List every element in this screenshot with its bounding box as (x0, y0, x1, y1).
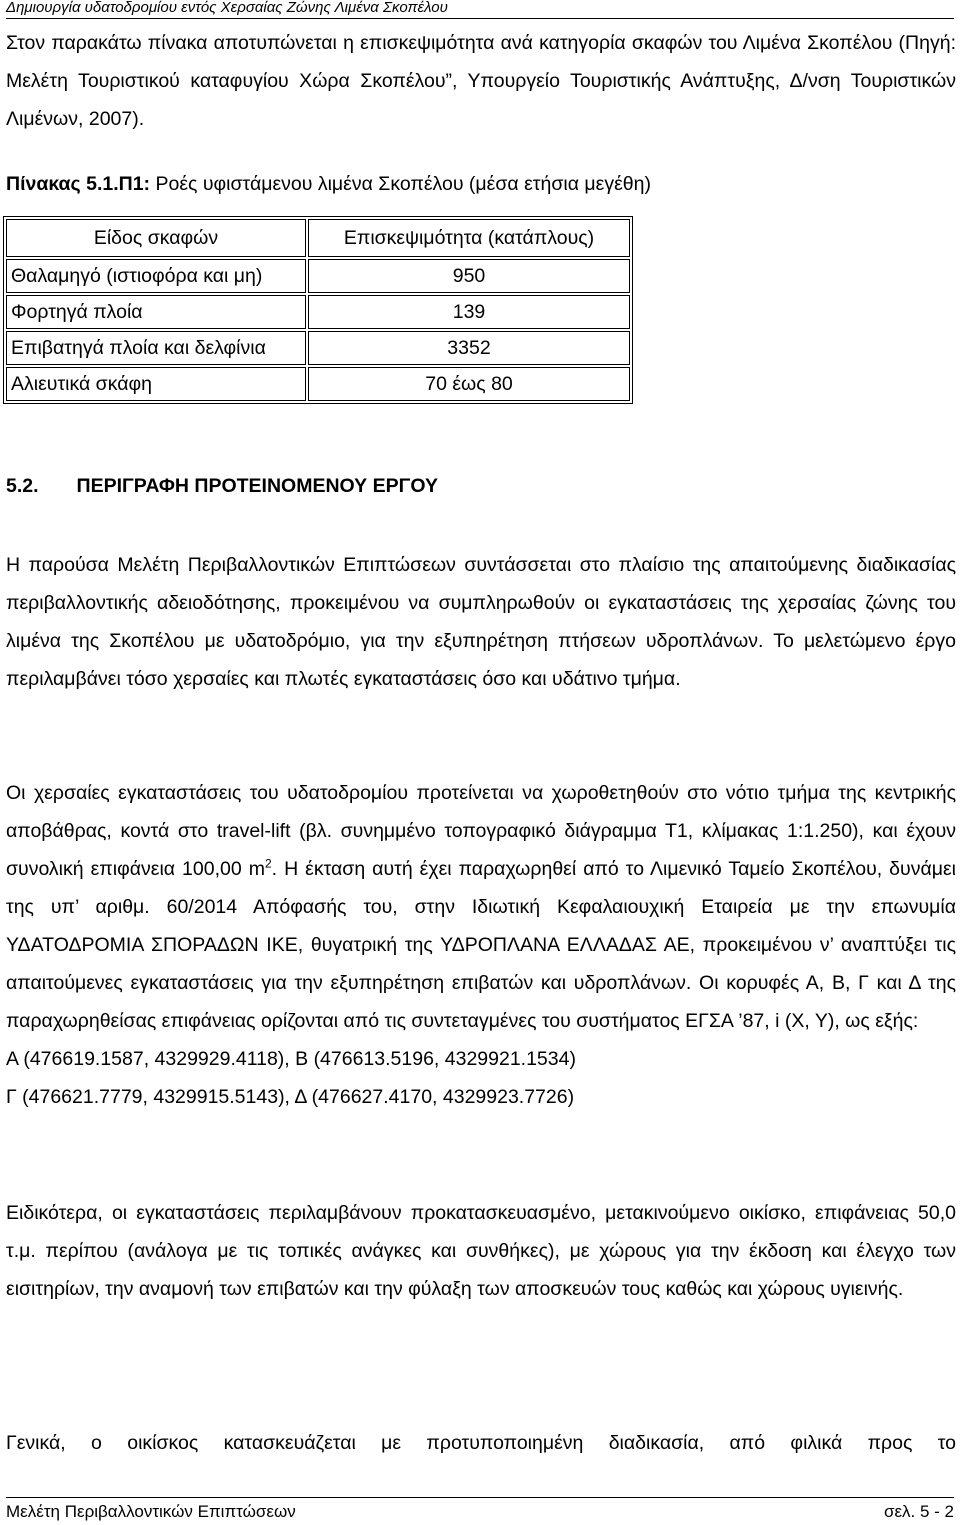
column-header-vessel-type: Είδος σκαφών (6, 219, 306, 257)
cell-visits: 139 (308, 295, 630, 329)
paragraph-general: Γενικά, ο οικίσκος κατασκευάζεται με προτυποποιημένη διαδικασία, από φιλικά προς το (6, 1432, 956, 1454)
page-number: σελ. 5 - 2 (883, 1502, 954, 1521)
paragraph-installations-text-b: . Η έκταση αυτή έχει παραχωρηθεί από το Λιμενικό Ταμείο Σκοπέλου, δυνάμει της υπ’ αριθμ. 60/2014 Απόφασής του, στην Ιδιωτική Κεφαλαιουχική Εταιρεία με την επωνυμία ΥΔΑΤΟΔΡΟΜΙΑ ΣΠΟΡΑΔΩΝ ΙΚΕ, θυγατρική της ΥΔΡΟΠΛΑΝΑ ΕΛΛΑΔΑΣ ΑΕ, προκειμένου ν’ αναπτύξει τις απαιτούμενες εγκαταστάσεις για την εξυπηρέτηση επιβατών και υδροπλάνων. Οι κορυφές Α, Β, Γ και Δ της παραχωρηθείσας επιφάνειας ορίζονται από τις συντεταγμένες του συστήματος ΕΓΣΑ ’87, i (Χ, Υ), ως εξής: (6, 858, 956, 1032)
paragraph-kiosk: Ειδικότερα, οι εγκαταστάσεις περιλαμβάνουν προκατασκευασμένο, μετακινούμενο οικίσκο, επιφάνειας 50,0 τ.μ. περίπου (ανάλογα με τις τοπικές ανάγκες και συνθήκες), με χώρους για την έκδοση και έλεγχο των εισιτηρίων, την αναμονή των επιβατών και την φύλαξη των αποσκευών τους καθώς και χώρους υγιεινής. (6, 1202, 956, 1300)
paragraph-installations (6, 774, 956, 1116)
running-header: Δημιουργία υδατοδρομίου εντός Χερσαίας Ζώνης Λιμένα Σκοπέλου (6, 0, 954, 19)
paragraph-installations-text-a: Οι χερσαίες εγκαταστάσεις του υδατοδρομίου προτείνεται να χωροθετηθούν στο νότιο τμήμα της κεντρικής αποβάθρας, κοντά στο travel-lift (βλ. συνημμένο τοπογραφικό διάγραμμα Τ1, κλίμακας 1:1.250), και έχουν συνολική επιφάνεια 100,00 m (6, 782, 956, 880)
area-unit-superscript: 2 (264, 856, 272, 871)
table-row (6, 367, 630, 401)
intro-paragraph: Στον παρακάτω πίνακα αποτυπώνεται η επισκεψιμότητα ανά κατηγορία σκαφών του Λιμένα Σκοπέλου (Πηγή: Μελέτη Τουριστικού καταφυγίου Χώρα Σκοπέλου”, Υπουργείο Τουριστικής Ανάπτυξης, Δ/νση Τουριστικών Λιμένων, 2007). (6, 32, 956, 130)
cell-visits: 70 έως 80 (308, 367, 630, 401)
table-caption-label: Πίνακας 5.1.Π1: (6, 173, 151, 195)
cell-visits: 950 (308, 259, 630, 293)
page-footer (6, 1497, 954, 1522)
vessel-visits-table (3, 216, 633, 404)
column-header-visits: Επισκεψιμότητα (κατάπλους) (308, 219, 630, 257)
table-header-row (6, 219, 630, 257)
cell-vessel-type: Επιβατηγά πλοία και δελφίνια (6, 331, 306, 365)
cell-vessel-type: Φορτηγά πλοία (6, 295, 306, 329)
table-row (6, 331, 630, 365)
table-caption (6, 173, 651, 196)
section-number: 5.2. (6, 475, 39, 497)
cell-visits: 3352 (308, 331, 630, 365)
table-row (6, 295, 630, 329)
coordinates-c-d: Γ (476621.7779, 4329915.5143), Δ (476627.4170, 4329923.7726) (6, 1086, 575, 1108)
cell-vessel-type: Θαλαμηγό (ιστιοφόρα και μη) (6, 259, 306, 293)
section-heading (6, 475, 438, 498)
table-row (6, 259, 630, 293)
table-caption-text: Ροές υφιστάμενου λιμένα Σκοπέλου (μέσα ετήσια μεγέθη) (150, 173, 651, 195)
paragraph-purpose: Η παρούσα Μελέτη Περιβαλλοντικών Επιπτώσεων συντάσσεται στο πλαίσιο της απαιτούμενης διαδικασίας περιβαλλοντικής αδειοδότησης, προκειμένου να συμπληρωθούν οι εγκαταστάσεις της χερσαίας ζώνης του λιμένα της Σκοπέλου με υδατοδρόμιο, για την εξυπηρέτηση πτήσεων υδροπλάνων. Το μελετώμενο έργο περιλαμβάνει τόσο χερσαίες και πλωτές εγκαταστάσεις όσο και υδάτινο τμήμα. (6, 554, 956, 690)
footer-document-title: Μελέτη Περιβαλλοντικών Επιπτώσεων (6, 1502, 296, 1521)
coordinates-a-b: Α (476619.1587, 4329929.4118), Β (476613.5196, 4329921.1534) (6, 1048, 576, 1070)
cell-vessel-type: Αλιευτικά σκάφη (6, 367, 306, 401)
section-title: ΠΕΡΙΓΡΑΦΗ ΠΡΟΤΕΙΝΟΜΕΝΟΥ ΕΡΓΟΥ (76, 475, 438, 497)
